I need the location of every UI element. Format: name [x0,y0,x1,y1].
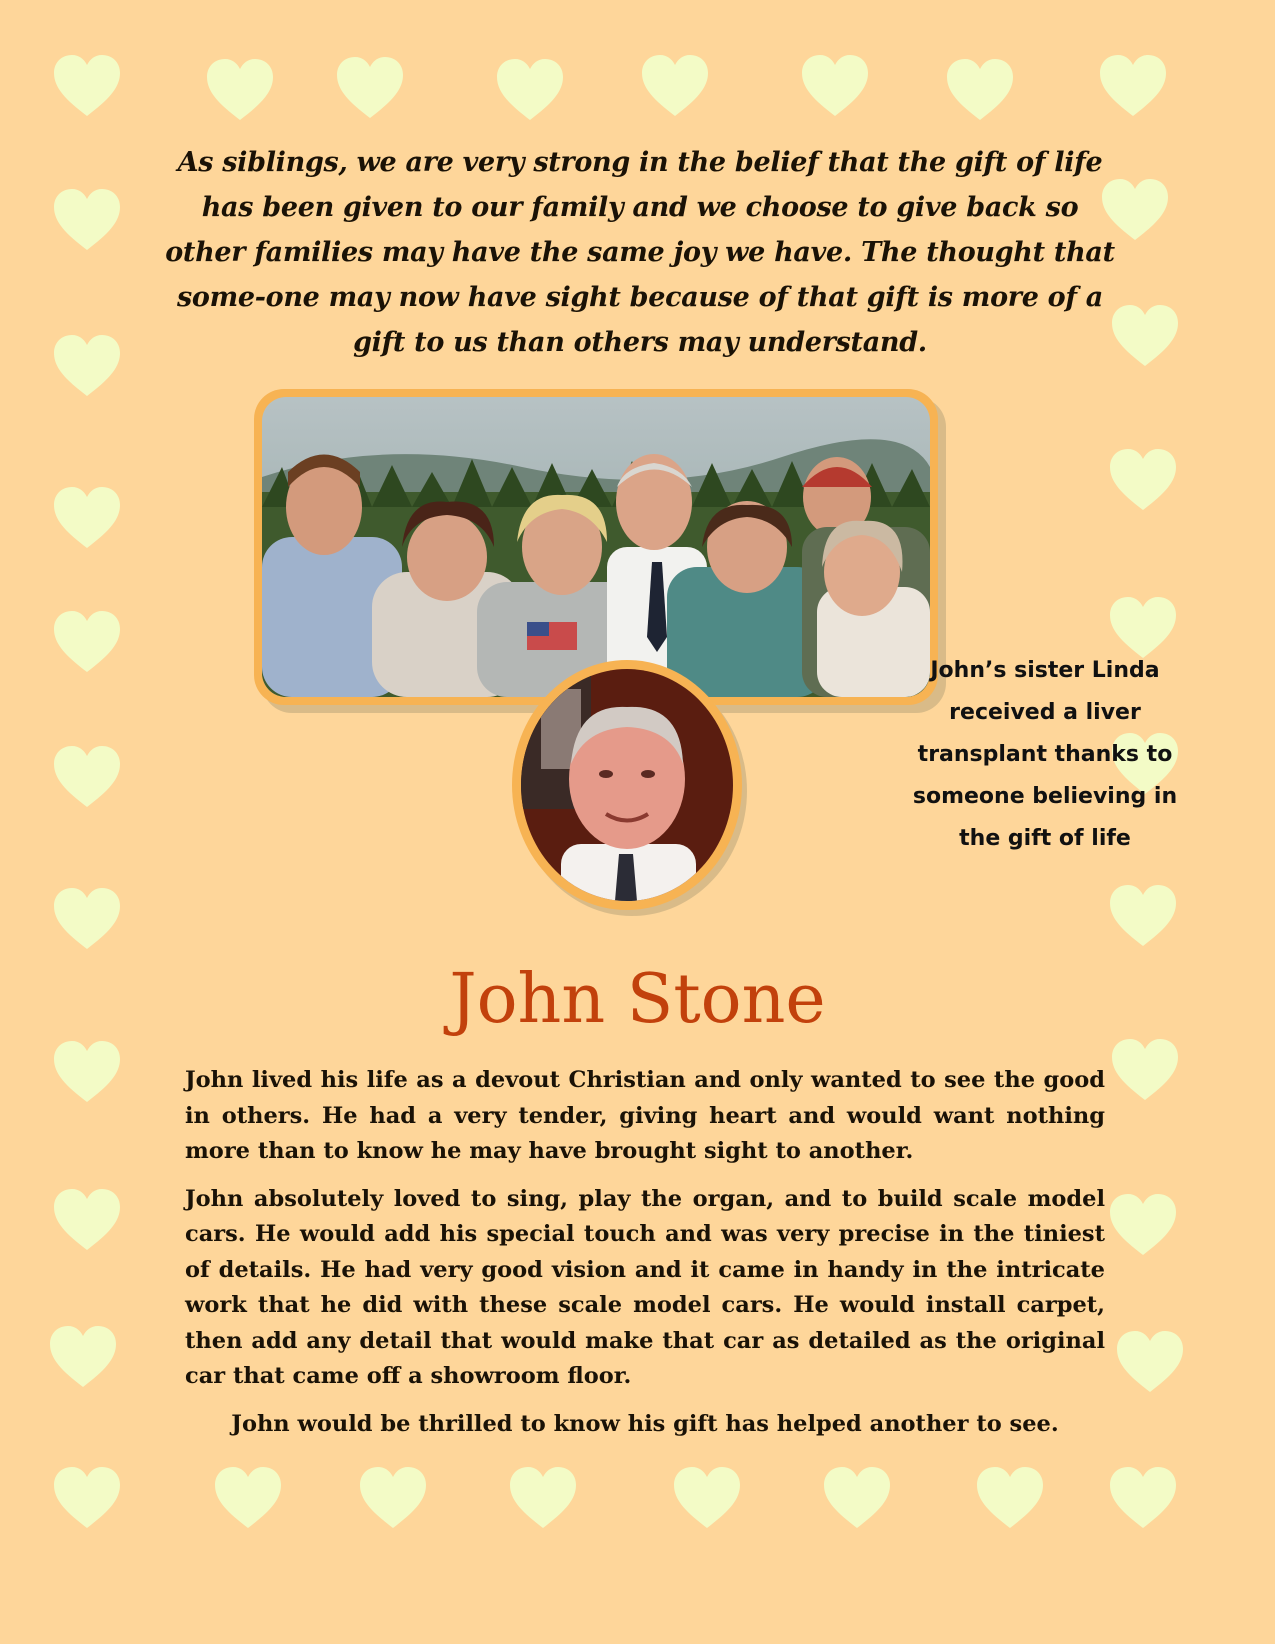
heart-icon [48,1325,118,1389]
heart-icon [1110,1038,1180,1102]
heart-icon [52,1040,122,1104]
heart-icon [975,1466,1045,1530]
heart-icon [335,56,405,120]
siblings-quote: As siblings, we are very strong in the belief that the gift of life has been given to our family and we choose to give back so other families may have the same joy we have. The thought that some-one may now have sight because of that gift is more of a gift to us than others may understand. [165,147,1115,358]
bio-closing-line: John would be thrilled to know his gift has helped another to see. [231,1410,1059,1437]
liver-transplant-caption: John’s sister Linda received a liver transplant thanks to someone believing in the gift of life [912,658,1178,851]
heart-icon [52,610,122,674]
portrait-frame [512,660,742,910]
heart-icon [1108,1193,1178,1257]
heart-icon [52,486,122,550]
heart-icon [52,188,122,252]
heart-icon [52,1466,122,1530]
heart-icon [1110,304,1180,368]
heart-icon [52,745,122,809]
heart-icon [1108,884,1178,948]
biography [185,1063,1105,1454]
heart-icon [945,58,1015,122]
family-photo [262,397,930,697]
heart-icon [1108,448,1178,512]
heart-icon [52,54,122,118]
heart-icon [640,54,710,118]
heart-icon [822,1466,892,1530]
heart-icon [52,1188,122,1252]
page-edge [0,1644,1275,1650]
heart-icon [1115,1330,1185,1394]
heart-icon [213,1466,283,1530]
heart-icon [358,1466,428,1530]
memorial-name: John Stone [449,960,826,1039]
heart-icon [1098,54,1168,118]
family-photo-frame [254,389,938,705]
heart-icon [52,887,122,951]
heart-icon [52,334,122,398]
heart-icon [508,1466,578,1530]
john-stone-portrait [521,669,733,901]
heart-icon [800,54,870,118]
heart-icon [205,58,275,122]
heart-icon [1108,1466,1178,1530]
heart-icon [495,58,565,122]
heart-icon [672,1466,742,1530]
bio-paragraph: John lived his life as a devout Christian and only wanted to see the good in others. He had a very tender, giving heart and would want nothing more than to know he may have brought sight to another. [185,1067,1105,1164]
bio-paragraph: John absolutely loved to sing, play the organ, and to build scale model cars. He would add his special touch and was very precise in the tiniest of details. He had very good vision and it came in handy in the intricate work that he did with these scale model cars. He would install carpet, then add any detail that would make that car as detailed as the original car that came off a showroom floor. [185,1185,1105,1389]
